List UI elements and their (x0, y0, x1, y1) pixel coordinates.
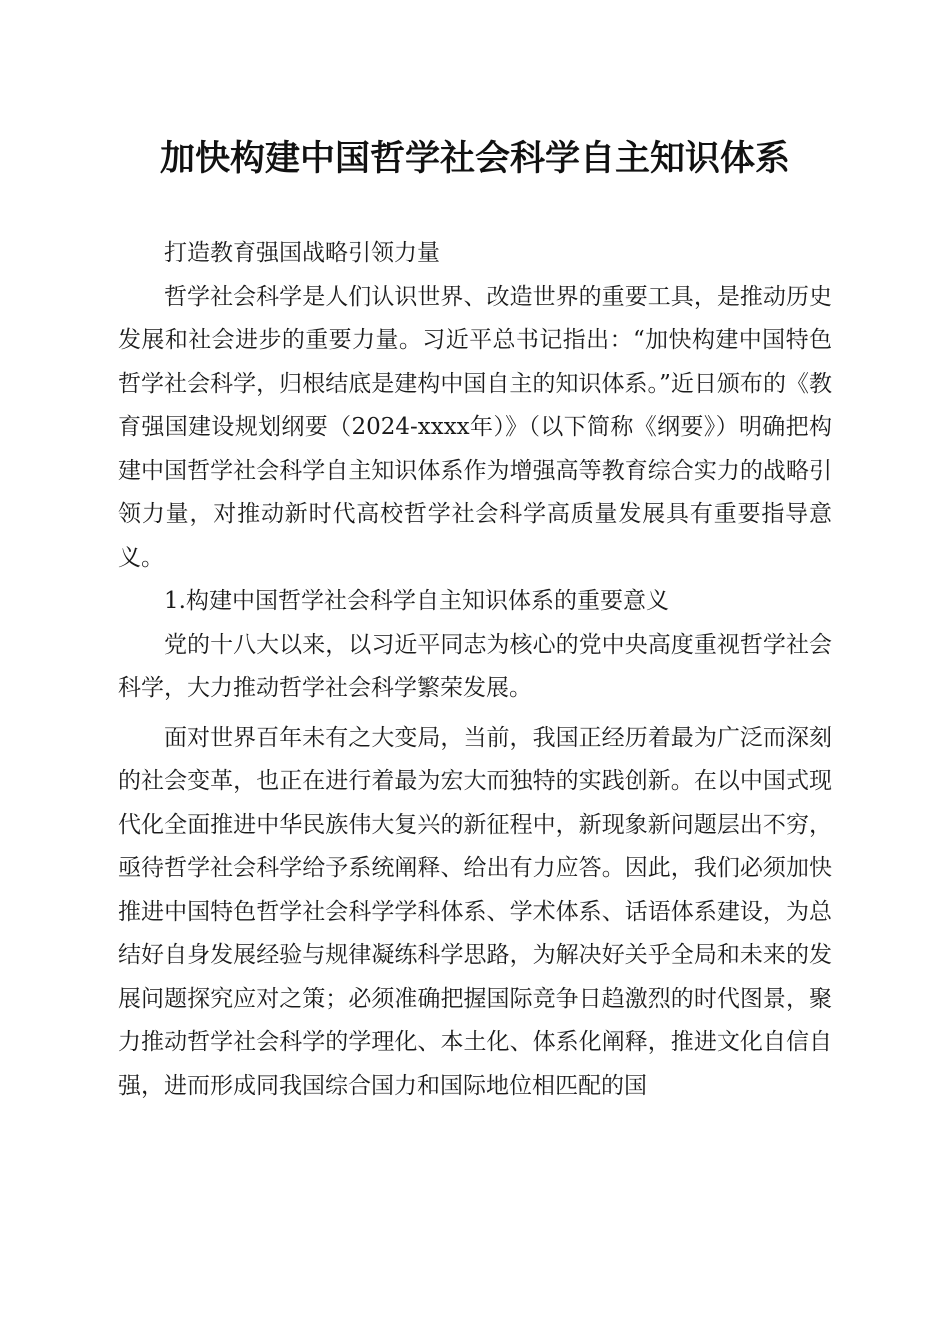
subtitle-paragraph: 打造教育强国战略引领力量 (164, 240, 440, 266)
body-paragraph: 党的十八大以来，以习近平同志为核心的党中央高度重视哲学社会科学，大力推动哲学社会科学繁荣发展。 (118, 631, 832, 701)
section-heading: 1.构建中国哲学社会科学自主知识体系的重要意义 (164, 588, 669, 614)
document-title: 加快构建中国哲学社会科学自主知识体系 (159, 138, 790, 179)
body-paragraph: 哲学社会科学是人们认识世界、改造世界的重要工具，是推动历史发展和社会进步的重要力量。习近平总书记指出：“加快构建中国特色哲学社会科学，归根结底是建构中国自主的知识体系。”近日颁布的《教育强国建设规划纲要（2024-xxxx年）》（以下简称《纲要》）明确把构建中国哲学社会科学自主知识体系作为增强高等教育综合实力的战略引领力量，对推动新时代高校哲学社会科学高质量发展具有重要指导意义。 (118, 283, 832, 571)
document-body (118, 232, 832, 1108)
body-paragraph: 面对世界百年未有之大变局，当前，我国正经历着最为广泛而深刻的社会变革，也正在进行着最为宏大而独特的实践创新。在以中国式现代化全面推进中华民族伟大复兴的新征程中，新现象新问题层出不穷，亟待哲学社会科学给予系统阐释、给出有力应答。因此，我们必须加快推进中国特色哲学社会科学学科体系、学术体系、话语体系建设，为总结好自身发展经验与规律凝练科学思路，为解决好关乎全局和未来的发展问题探究应对之策；必须准确把握国际竞争日趋激烈的时代图景，聚力推动哲学社会科学的学理化、本土化、体系化阐释，推进文化自信自强，进而形成同我国综合国力和国际地位相匹配的国 (118, 724, 832, 1099)
